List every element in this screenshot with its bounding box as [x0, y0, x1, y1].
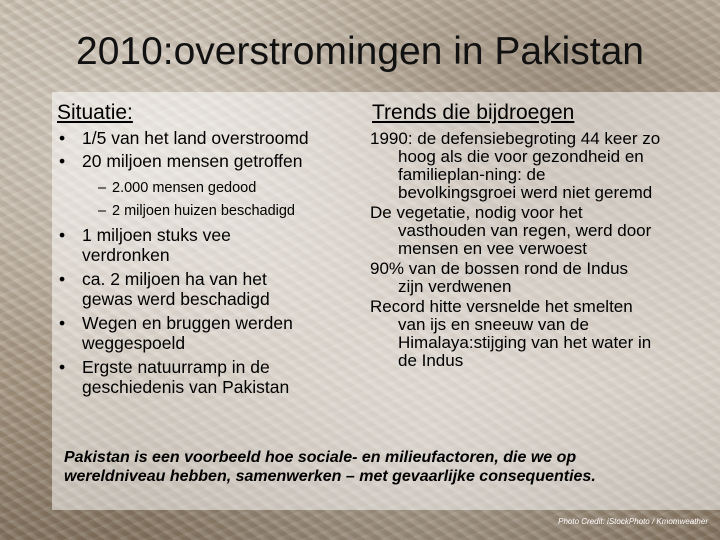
bullet-item: • Ergste natuurramp in de geschiedenis van Pakistan: [52, 357, 332, 397]
bullet-item: • 1 miljoen stuks vee verdronken: [52, 225, 302, 265]
bullet-item: • 20 miljoen mensen getroffen: [52, 151, 352, 171]
right-header: Trends die bijdroegen: [372, 101, 575, 124]
trend-item: De vegetatie, nodig voor het vasthouden van regen, werd door mensen en vee verwoest: [370, 203, 652, 258]
trend-item: 90% van de bossen rond de Indus zijn verdwenen: [370, 259, 629, 296]
sub-bullet-item: – 2 miljoen huizen beschadigd: [52, 201, 352, 221]
trend-item: Record hitte versnelde het smelten van ijs en sneeuw van de Himalaya:stijging van het water in de Indus: [370, 297, 652, 370]
trend-item: 1990: de defensiebegroting 44 keer zo hoog als die voor gezondheid en familieplan-ning: de bevolkingsgroei werd niet geremd: [370, 129, 661, 202]
left-header: Situatie:: [57, 101, 133, 124]
right-column: [370, 130, 660, 370]
sub-bullet-item: – 2.000 mensen gedood: [52, 178, 352, 198]
conclusion-text: Pakistan is een voorbeeld hoe sociale- en milieufactoren, die we op wereldniveau hebben, samenwerken – met gevaarlijke consequenties.: [64, 449, 596, 485]
photo-credit: Photo Credit: iStockPhoto / Kmomweather: [558, 517, 708, 526]
bullet-item: • ca. 2 miljoen ha van het gewas werd beschadigd: [52, 269, 322, 309]
bullet-item: • Wegen en bruggen werden weggespoeld: [52, 313, 342, 353]
left-column: [52, 128, 352, 397]
bullet-item: • 1/5 van het land overstroomd: [52, 128, 352, 148]
slide-title: 2010:overstromingen in Pakistan: [76, 30, 644, 73]
